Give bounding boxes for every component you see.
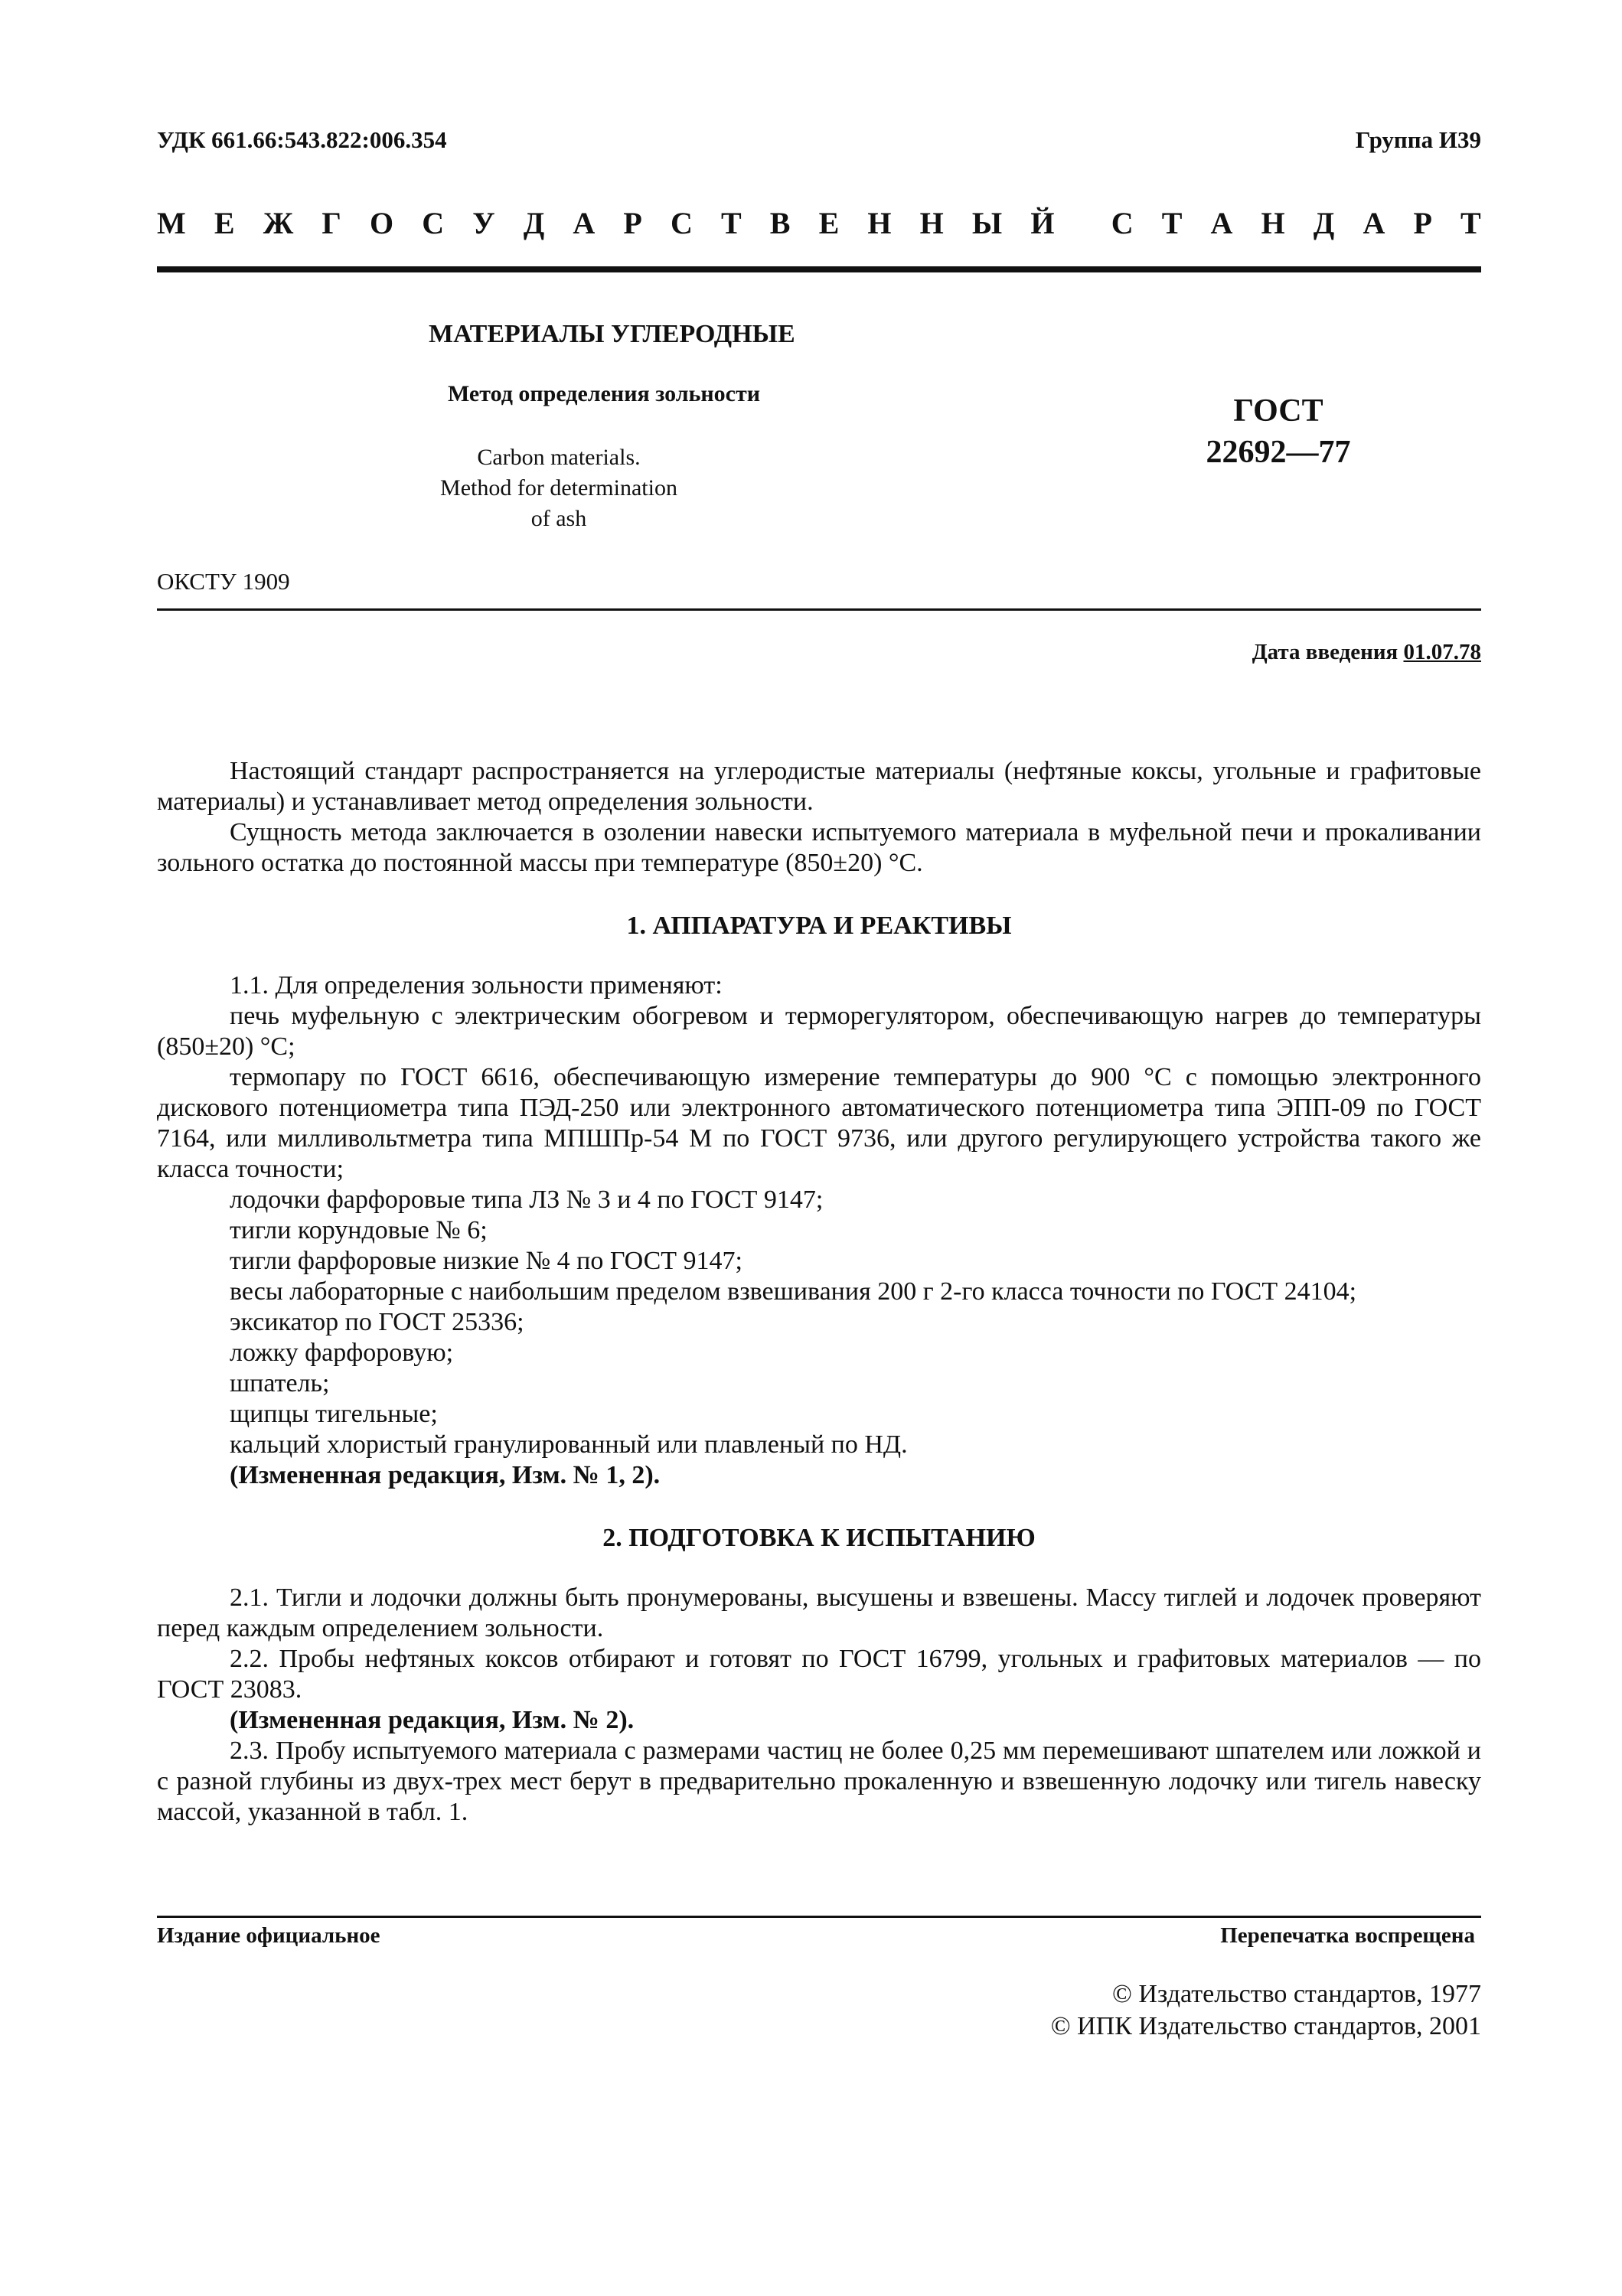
english-title-line-2: Method for determination of ash xyxy=(440,475,677,531)
heading-letter: Т xyxy=(720,206,742,240)
paragraph: Настоящий стандарт распространяется на углеродистые материалы (нефтяные коксы, угольные и графитовые материалы) и устанавливает метод определения зольности. xyxy=(157,757,1481,816)
paragraph: 2.3. Пробу испытуемого материала с размерами частиц не более 0,25 мм перемешивают шпателем или ложкой и с разной глубины из двух-трех мест берут в предварительно прокаленную и взвешенную лодочку или тигель навеску массой, указанной в табл. 1. xyxy=(157,1737,1481,1826)
paragraph: ложку фарфоровую; xyxy=(230,1339,454,1367)
paragraph: термопару по ГОСТ 6616, обеспечивающую измерение температуры до 900 °С с помощью электронного дискового потенциометра типа ПЭД-250 или электронного автоматического потенциометра типа ЭПП-09 по ГОСТ 7164, или милливольтметра типа МПШПр-54 М по ГОСТ 9736, или другого регулирующего устройства такого же класса точности; xyxy=(157,1063,1481,1183)
paragraph: щипцы тигельные; xyxy=(230,1400,438,1428)
udk-code: УДК 661.66:543.822:006.354 xyxy=(157,126,447,153)
paragraph: шпатель; xyxy=(230,1369,330,1397)
date-value: 01.07.78 xyxy=(1403,640,1481,664)
english-title-line-1: Carbon materials. xyxy=(477,445,641,470)
introduction-date xyxy=(1252,640,1481,665)
official-edition-note: Издание официальное xyxy=(157,1923,380,1948)
heading-letter: Н xyxy=(1261,206,1285,240)
heading-letter: Н xyxy=(867,206,892,240)
heading-letter: Е xyxy=(818,206,840,240)
date-label: Дата введения xyxy=(1252,640,1398,664)
paragraph: Сущность метода заключается в озолении навески испытуемого материала в муфельной печи и прокаливании зольного остатка до постоянной массы при температуре (850±20) °С. xyxy=(157,818,1481,877)
paragraph: 2.2. Пробы нефтяных коксов отбирают и готовят по ГОСТ 16799, угольных и графитовых материалов — по ГОСТ 23083. xyxy=(157,1645,1481,1704)
gost-number: 22692—77 xyxy=(1206,435,1351,470)
paragraph: 1.1. Для определения зольности применяют: xyxy=(230,971,723,1000)
heading-letter: С xyxy=(1111,206,1134,240)
heading-letter: А xyxy=(573,206,596,240)
divider xyxy=(157,608,1481,611)
gost-designation xyxy=(1194,390,1363,473)
reprint-prohibited-note: Перепечатка воспрещена xyxy=(1220,1923,1475,1948)
footer-divider xyxy=(157,1916,1481,1918)
paragraph: тигли фарфоровые низкие № 4 по ГОСТ 9147; xyxy=(230,1247,743,1275)
heading-letter: Д xyxy=(1313,206,1335,240)
heading-letter: О xyxy=(369,206,394,240)
heading-letter: С xyxy=(670,206,693,240)
heading-letter: Н xyxy=(919,206,944,240)
heading-letter: Й xyxy=(1030,206,1055,240)
paragraph: печь муфельную с электрическим обогревом и терморегулятором, обеспечивающую нагрев до температуры (850±20) °С; xyxy=(157,1002,1481,1061)
english-title xyxy=(429,442,689,534)
heading-letter: У xyxy=(472,206,495,240)
group-code: Группа И39 xyxy=(1355,126,1481,153)
copyright-line-2: © ИПК Издательство стандартов, 2001 xyxy=(1050,2012,1481,2040)
paragraph: эксикатор по ГОСТ 25336; xyxy=(230,1308,524,1336)
heading-letter: А xyxy=(1363,206,1385,240)
heading-letter: Г xyxy=(321,206,341,240)
amendment-note: (Измененная редакция, Изм. № 2). xyxy=(230,1706,635,1734)
heading-letter: Р xyxy=(1413,206,1432,240)
copyright-line-1: © Издательство стандартов, 1977 xyxy=(1112,1980,1481,2008)
heading-letter: Е xyxy=(214,206,235,240)
copyright xyxy=(1051,1978,1481,2043)
heading-letter: Т xyxy=(1460,206,1481,240)
paragraph: весы лабораторные с наибольшим пределом взвешивания 200 г 2-го класса точности по ГОСТ 24104; xyxy=(230,1277,1357,1306)
heading-letter: С xyxy=(422,206,445,240)
heading-letter: Ы xyxy=(971,206,1003,240)
heading-letter: А xyxy=(1210,206,1233,240)
heading-letter: Р xyxy=(623,206,642,240)
heading-letter: В xyxy=(769,206,791,240)
section-heading: 1. АППАРАТУРА И РЕАКТИВЫ xyxy=(626,912,1012,940)
heading-letter: Д xyxy=(523,206,545,240)
document-body xyxy=(157,756,1481,1828)
paragraph: кальций хлористый гранулированный или плавленый по НД. xyxy=(230,1430,908,1459)
okstu-code: ОКСТУ 1909 xyxy=(157,568,290,595)
interstate-standard-heading xyxy=(157,205,1481,241)
document-title: МАТЕРИАЛЫ УГЛЕРОДНЫЕ xyxy=(429,320,795,348)
thick-divider xyxy=(157,266,1481,272)
heading-letter: Т xyxy=(1161,206,1183,240)
heading-letter: Ж xyxy=(263,206,294,240)
gost-label: ГОСТ xyxy=(1233,393,1323,429)
document-subtitle: Метод определения зольности xyxy=(448,381,761,406)
paragraph: 2.1. Тигли и лодочки должны быть пронумерованы, высушены и взвешены. Массу тиглей и лодочек проверяют перед каждым определением зольности. xyxy=(157,1583,1481,1642)
paragraph: тигли корундовые № 6; xyxy=(230,1216,488,1244)
heading-letter: М xyxy=(157,206,186,240)
section-heading: 2. ПОДГОТОВКА К ИСПЫТАНИЮ xyxy=(602,1524,1036,1552)
amendment-note: (Измененная редакция, Изм. № 1, 2). xyxy=(230,1461,661,1489)
paragraph: лодочки фарфоровые типа ЛЗ № 3 и 4 по ГОСТ 9147; xyxy=(230,1186,824,1214)
